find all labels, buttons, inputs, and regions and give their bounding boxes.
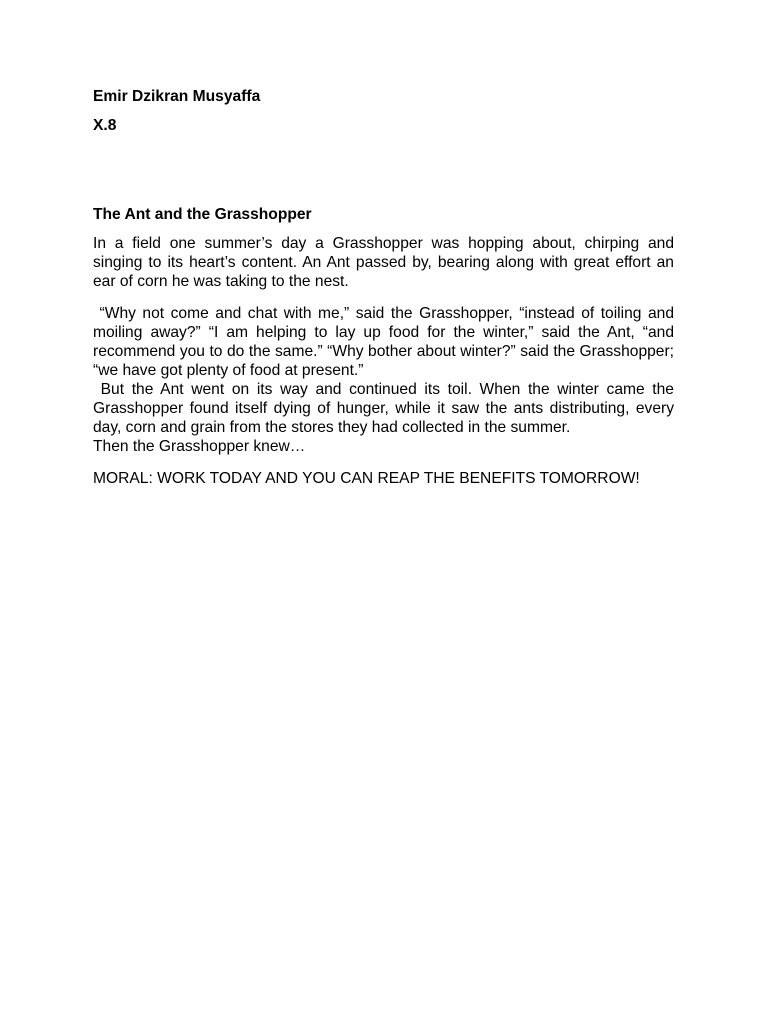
document-body	[93, 87, 679, 488]
class-label: X.8	[93, 117, 117, 134]
paragraph-1: In a field one summer’s day a Grasshopper was hopping about, chirping and singing to its heart’s content. An Ant passed by, bearing along with great effort an ear of corn he was taking to the nest.	[93, 235, 679, 290]
moral-text: MORAL: WORK TODAY AND YOU CAN REAP THE BENEFITS TOMORROW!	[93, 470, 640, 487]
author-name: Emir Dzikran Musyaffa	[93, 88, 261, 105]
story-title: The Ant and the Grasshopper	[93, 206, 312, 223]
paragraph-3: But the Ant went on its way and continued its toil. When the winter came the Grasshopper found itself dying of hunger, while it saw the ants distributing, every day, corn and grain from the stores they had collected in the summer.	[93, 381, 679, 436]
paragraph-2: “Why not come and chat with me,” said the Grasshopper, “instead of toiling and moiling away?” “I am helping to lay up food for the winter,” said the Ant, “and recommend you to do the same.” “Why bother about winter?” said the Grasshopper; “we have got plenty of food at present.”	[93, 305, 679, 379]
paragraph-4: Then the Grasshopper knew…	[93, 438, 306, 455]
